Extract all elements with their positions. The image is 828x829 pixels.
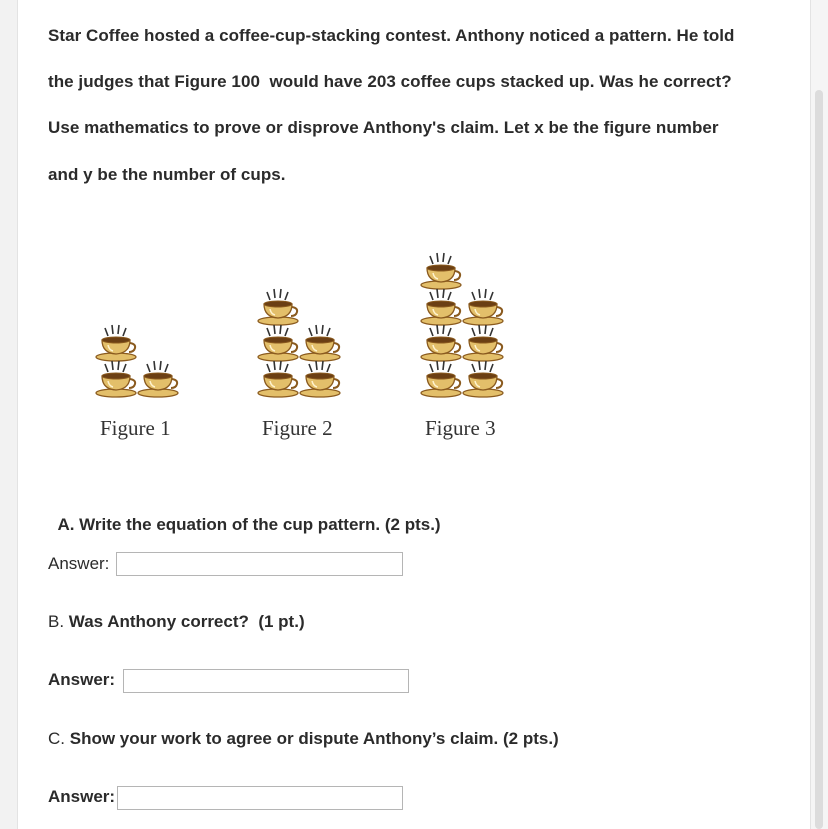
figure-1-label: Figure 1 — [100, 416, 171, 440]
cup-pattern-figures — [0, 240, 828, 450]
prompt-line-4: and y be the number of cups. — [48, 165, 286, 184]
prompt-line-2: the judges that Figure 100 would have 203 coffee cups stacked up. Was he correct? — [48, 72, 732, 91]
question-b-text: Was Anthony correct? (1 pt.) — [68, 612, 305, 631]
answer-c-input[interactable] — [117, 786, 403, 810]
question-a — [48, 495, 441, 535]
question-c-text: Show your work to agree or dispute Anthony’s claim. (2 pts.) — [69, 729, 559, 748]
answer-a-label: Answer: — [48, 554, 110, 573]
figure-1-cups — [96, 325, 178, 397]
prompt-line-1: Star Coffee hosted a coffee-cup-stacking contest. Anthony noticed a pattern. He told — [48, 26, 735, 45]
question-c — [48, 729, 559, 749]
figure-3-cups — [421, 253, 503, 397]
question-c-prefix: C. — [48, 729, 70, 748]
scrollbar-thumb[interactable] — [815, 90, 823, 829]
answer-b-label: Answer: — [48, 670, 116, 689]
question-b — [48, 612, 305, 632]
figure-2-cups — [258, 289, 340, 397]
question-a-text: A. Write the equation of the cup pattern. (2 pts.) — [57, 515, 441, 534]
figure-2-label: Figure 2 — [262, 416, 333, 440]
question-b-prefix: B. — [48, 612, 69, 631]
answer-b-input[interactable] — [123, 669, 409, 693]
figure-3-label: Figure 3 — [425, 416, 496, 440]
answer-c-label: Answer: — [48, 787, 116, 806]
answer-a-input[interactable] — [116, 552, 403, 576]
prompt-line-3: Use mathematics to prove or disprove Anthony's claim. Let x be the figure number — [48, 118, 719, 137]
